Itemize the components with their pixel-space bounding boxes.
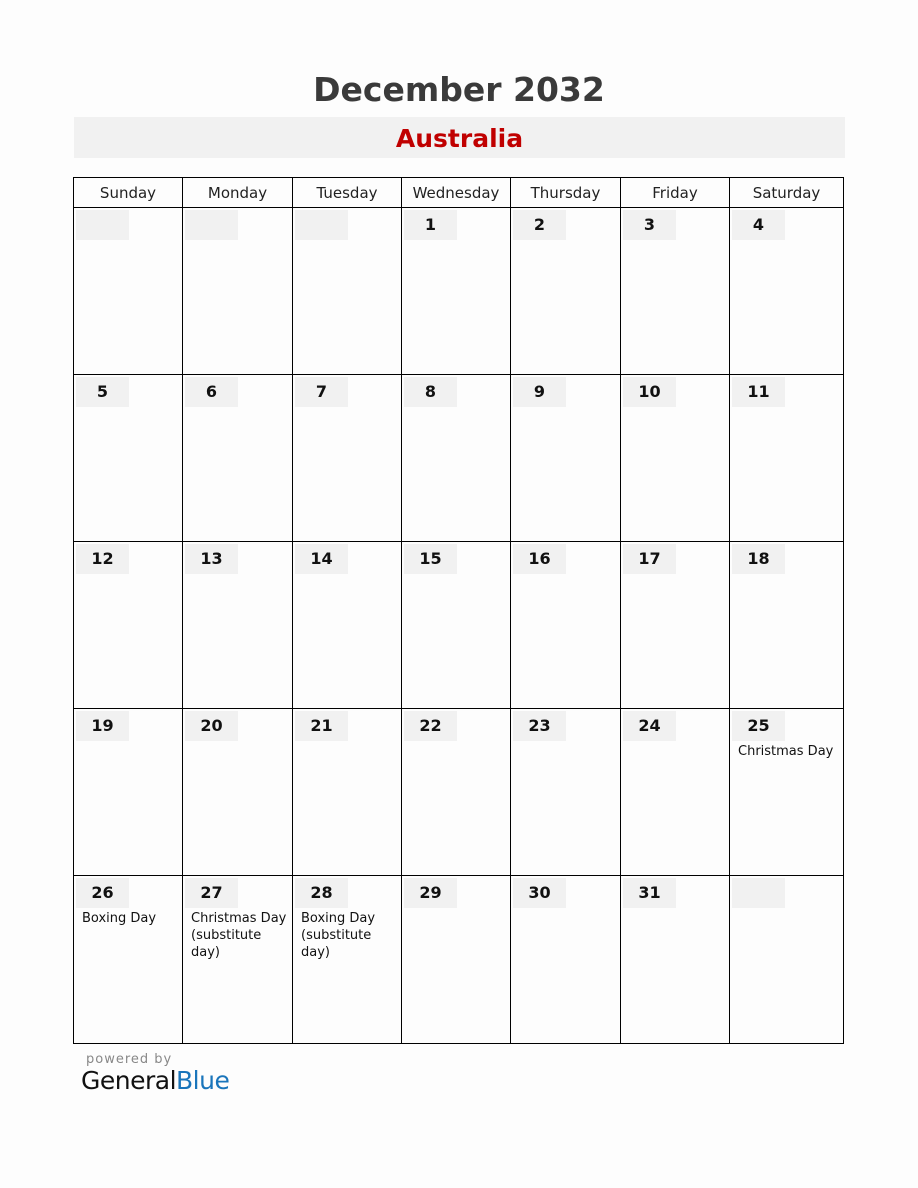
day-number: 16	[513, 544, 566, 574]
day-cell[interactable]	[511, 208, 621, 375]
day-number: 27	[185, 878, 238, 908]
day-cell[interactable]	[621, 876, 730, 1043]
calendar-grid	[73, 177, 844, 1044]
day-number: 28	[295, 878, 348, 908]
weekday-header: Friday	[621, 178, 730, 208]
day-number: 10	[623, 377, 676, 407]
country-name: Australia	[395, 124, 524, 153]
day-number: 6	[185, 377, 238, 407]
day-number: 14	[295, 544, 348, 574]
day-number: 20	[185, 711, 238, 741]
day-cell[interactable]	[730, 375, 843, 542]
day-cell[interactable]	[621, 208, 730, 375]
weekday-header: Saturday	[730, 178, 843, 208]
day-number	[295, 210, 348, 240]
day-number	[76, 210, 129, 240]
day-cell[interactable]	[74, 208, 183, 375]
day-cell[interactable]	[511, 709, 621, 876]
logo-general: General	[81, 1066, 177, 1095]
day-number	[185, 210, 238, 240]
day-number: 13	[185, 544, 238, 574]
day-number: 29	[404, 878, 457, 908]
day-cell[interactable]	[183, 876, 293, 1043]
day-cell[interactable]	[402, 709, 511, 876]
day-cell[interactable]	[511, 876, 621, 1043]
day-number: 3	[623, 210, 676, 240]
country-banner	[74, 117, 845, 158]
day-cell[interactable]	[402, 542, 511, 709]
day-cell[interactable]	[74, 375, 183, 542]
day-cell[interactable]	[511, 542, 621, 709]
day-number: 5	[76, 377, 129, 407]
day-number: 23	[513, 711, 566, 741]
day-cell[interactable]	[293, 542, 402, 709]
day-number: 12	[76, 544, 129, 574]
day-cell[interactable]	[730, 208, 843, 375]
day-number: 30	[513, 878, 566, 908]
generalblue-logo[interactable]	[81, 1066, 229, 1095]
day-cell[interactable]	[293, 709, 402, 876]
day-number: 21	[295, 711, 348, 741]
day-number: 8	[404, 377, 457, 407]
weekday-header: Tuesday	[293, 178, 402, 208]
day-cell[interactable]	[183, 542, 293, 709]
weekday-header: Sunday	[74, 178, 183, 208]
day-number: 2	[513, 210, 566, 240]
weekday-header: Wednesday	[402, 178, 511, 208]
day-cell[interactable]	[730, 709, 843, 876]
day-number: 24	[623, 711, 676, 741]
day-cell[interactable]	[293, 876, 402, 1043]
weekday-header: Monday	[183, 178, 293, 208]
holiday-label: Boxing Day (substitute day)	[301, 911, 376, 960]
day-cell[interactable]	[511, 375, 621, 542]
day-number: 25	[732, 711, 785, 741]
holiday-label: Christmas Day (substitute day)	[191, 911, 287, 960]
day-cell[interactable]	[74, 542, 183, 709]
day-cell[interactable]	[621, 542, 730, 709]
day-number: 22	[404, 711, 457, 741]
day-number: 17	[623, 544, 676, 574]
day-number: 4	[732, 210, 785, 240]
holiday-label: Christmas Day	[738, 744, 834, 759]
day-number: 7	[295, 377, 348, 407]
day-cell[interactable]	[74, 876, 183, 1043]
day-number: 26	[76, 878, 129, 908]
weekday-header: Thursday	[511, 178, 621, 208]
day-cell[interactable]	[621, 375, 730, 542]
day-number: 18	[732, 544, 785, 574]
day-number	[732, 878, 785, 908]
day-cell[interactable]	[730, 876, 843, 1043]
day-number: 19	[76, 711, 129, 741]
day-number: 15	[404, 544, 457, 574]
day-cell[interactable]	[74, 709, 183, 876]
day-number: 9	[513, 377, 566, 407]
day-cell[interactable]	[402, 876, 511, 1043]
day-number: 31	[623, 878, 676, 908]
page-title: December 2032	[313, 70, 605, 109]
powered-by-label: powered by	[86, 1052, 173, 1067]
day-cell[interactable]	[730, 542, 843, 709]
day-cell[interactable]	[621, 709, 730, 876]
day-cell[interactable]	[402, 375, 511, 542]
day-cell[interactable]	[402, 208, 511, 375]
day-number: 1	[404, 210, 457, 240]
holiday-label: Boxing Day	[82, 911, 157, 926]
day-number: 11	[732, 377, 785, 407]
day-cell[interactable]	[293, 375, 402, 542]
day-cell[interactable]	[293, 208, 402, 375]
day-cell[interactable]	[183, 208, 293, 375]
day-cell[interactable]	[183, 709, 293, 876]
day-cell[interactable]	[183, 375, 293, 542]
logo-blue: Blue	[176, 1066, 230, 1095]
